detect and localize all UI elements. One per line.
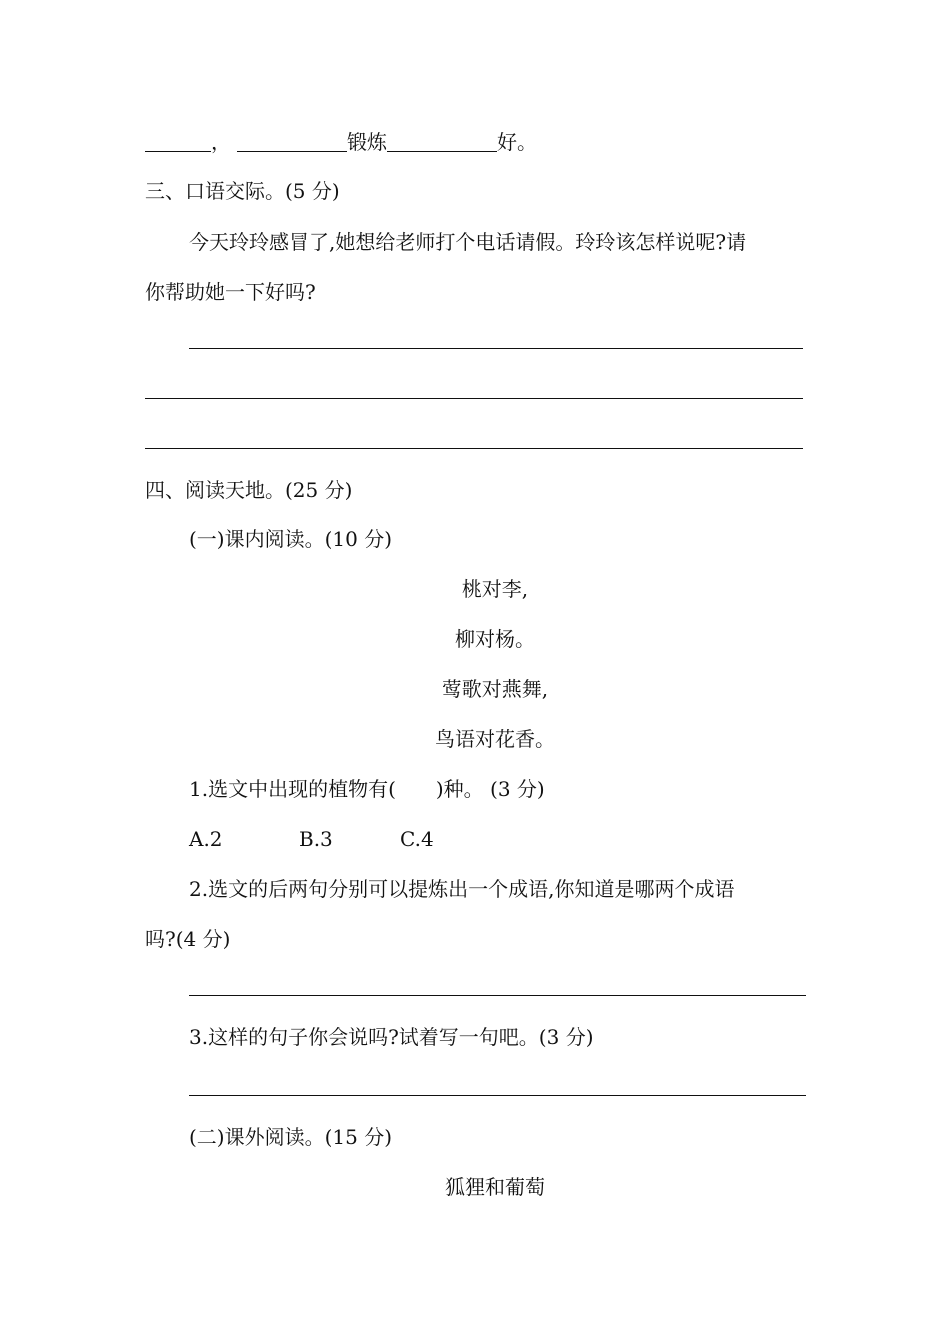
- q1-option-b[interactable]: B.3: [299, 827, 333, 851]
- section3-heading: 三、口语交际。(5 分): [145, 179, 340, 203]
- section3-prompt-line1: 今天玲玲感冒了,她想给老师打个电话请假。玲玲该怎样说呢?请: [189, 230, 747, 254]
- word-exercise: 锻炼: [347, 130, 387, 154]
- part2-heading: (二)课外阅读。(15 分): [189, 1125, 393, 1149]
- answer-line-1[interactable]: [189, 348, 803, 349]
- question-1: 1.选文中出现的植物有( )种。 (3 分): [189, 777, 545, 801]
- fill-in-line: [145, 130, 537, 154]
- answer-line-3[interactable]: [145, 448, 803, 449]
- section3-prompt-line2: 你帮助她一下好吗?: [145, 280, 316, 304]
- question-3: 3.这样的句子你会说吗?试着写一句吧。(3 分): [189, 1025, 594, 1049]
- q1-option-c[interactable]: C.4: [400, 827, 434, 851]
- poem-line-3: 莺歌对燕舞,: [441, 677, 549, 701]
- word-good: 好。: [497, 130, 537, 154]
- story-title: 狐狸和葡萄: [445, 1175, 545, 1199]
- blank-3[interactable]: [387, 133, 497, 152]
- poem-line-2: 柳对杨。: [455, 627, 535, 651]
- question-2-line2: 吗?(4 分): [145, 927, 231, 951]
- comma: ，: [211, 130, 231, 154]
- part1-heading: (一)课内阅读。(10 分): [189, 527, 393, 551]
- section4-heading: 四、阅读天地。(25 分): [145, 478, 353, 502]
- poem-line-4: 鸟语对花香。: [435, 727, 555, 751]
- q3-answer-line[interactable]: [189, 1095, 806, 1096]
- blank-1[interactable]: [145, 133, 211, 152]
- q2-answer-line[interactable]: [189, 995, 806, 996]
- answer-line-2[interactable]: [145, 398, 803, 399]
- blank-2[interactable]: [237, 133, 347, 152]
- q1-option-a[interactable]: A.2: [189, 827, 223, 851]
- poem-line-1: 桃对李,: [461, 577, 529, 601]
- question-2-line1: 2.选文的后两句分别可以提炼出一个成语,你知道是哪两个成语: [189, 877, 735, 901]
